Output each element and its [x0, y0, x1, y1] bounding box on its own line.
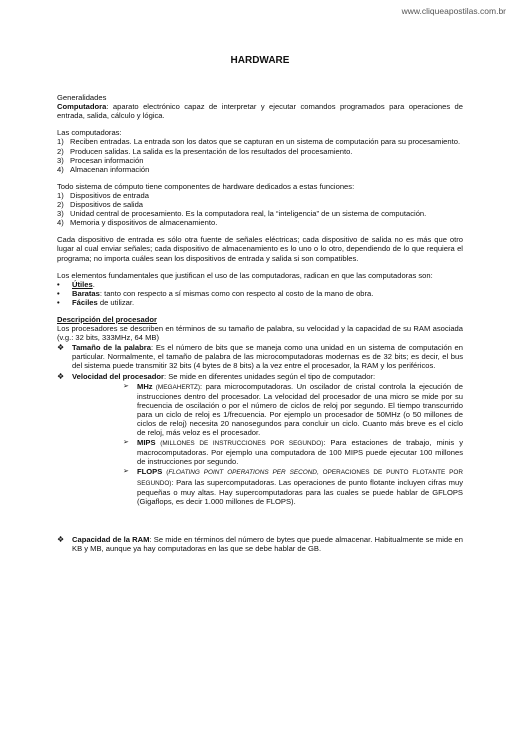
document-page — [57, 52, 463, 553]
arrow-bullet-icon: ➢ — [123, 382, 129, 390]
mips-item: ➢ MIPS (MILLONES DE INSTRUCCIONES POR SEGUNDO): Para estaciones de trabajo, minis y macrocomputadoras. Por ejemplo una computadora de 100 MIPS puede ejecutar 100 millones de instrucciones por segundo. — [123, 438, 463, 467]
list-item: • Útiles. — [57, 279, 95, 289]
page-title: HARDWARE — [230, 55, 290, 66]
list-item: 2) Producen salidas. La salida es la presentación de los resultados del procesamiento. — [57, 146, 353, 156]
list-item: 3) Procesan información — [57, 155, 144, 165]
mhz-item: ➢ MHz (MEGAHERTZ): para microcomputadoras. Un oscilador de cristal controla la ejecución de instrucciones dentro del procesador. La velocidad del procesador de una micro se mide por su frecuencia de oscilación o por el número de ciclos de reloj por segundo. El tiempo transcurrido para un ciclo de reloj es 1/frecuencia. Por ejemplo un procesador de 50MHz (o 50 millones de ciclos de reloj) necesita 20 nanosegundos para concluir un ciclo. Cuanto más breve es el ciclo de reloj, más veloz es el procesador. — [123, 381, 463, 438]
computadoras-intro: Las computadoras: — [57, 128, 122, 138]
computadora-definition — [57, 102, 463, 120]
arrow-bullet-icon: ➢ — [123, 439, 129, 447]
elementos-intro: Los elementos fundamentales que justifican el uso de las computadoras, radican en que las computadoras son: — [57, 270, 433, 280]
procesador-intro: Los procesadores se describen en términos de su tamaño de palabra, su velocidad y la capacidad de su RAM asociada (v.g.: 32 bits, 333MHz, 64 MB) — [57, 324, 463, 343]
diamond-bullet-icon: ❖ — [57, 534, 65, 544]
section-heading-generalidades: Generalidades — [57, 93, 107, 103]
capacidad-ram-item: ❖ Capacidad de la RAM: Se mide en términos del número de bytes que puede almacenar. Habitualmente se mide en KB y MB, aunque ya hay computadoras en las que se debe hablar de GB. — [57, 534, 463, 553]
list-item: 4) Almacenan información — [57, 164, 150, 174]
velocidad-procesador-item: ❖ Velocidad del procesador: Se mide en diferentes unidades según el tipo de computador: — [57, 371, 376, 381]
list-item: 2) Dispositivos de salida — [57, 200, 144, 210]
list-item: • Baratas: tanto con respecto a sí mismas como con respecto al costo de la mano de obra. — [57, 288, 374, 298]
diamond-bullet-icon: ❖ — [57, 343, 65, 353]
list-item: 1) Dispositivos de entrada — [57, 190, 149, 200]
tamano-palabra-item: ❖ Tamaño de la palabra: Es el número de bits que se maneja como una unidad en un sistema de computación en particular. Normalmente, el tamaño de palabra de las microcomputadoras modernas es de 32 bits; es decir, el bus del sistema puede transmitir 32 bits (4 bytes de 8 bits) a la vez entre el procesador, la RAM y los periféricos. — [57, 343, 463, 371]
sistema-list — [57, 191, 463, 227]
computadora-term: Computadora — [57, 102, 107, 112]
section-heading-procesador: Descripción del procesador — [57, 314, 158, 324]
list-item: 4) Memoria y dispositivos de almacenamiento. — [57, 218, 218, 228]
sistema-intro: Todo sistema de cómputo tiene componentes de hardware dedicados a estas funciones: — [57, 181, 355, 191]
list-item: 1) Reciben entradas. La entrada son los datos que se capturan en un sistema de computación para su procesamiento. — [57, 137, 461, 147]
computadora-text: : aparato electrónico capaz de interpretar y ejecutar comandos programados para operaciones de entrada, salida, cálculo y lógica. — [57, 102, 463, 121]
watermark-url: www.cliqueapostilas.com.br — [401, 6, 506, 16]
dispositivos-paragraph: Cada dispositivo de entrada es sólo otra fuente de señales eléctricas; cada dispositivo de salida no es más que otro lugar al cual enviar señales; cada dispositivo de almacenamiento es lo uno o lo otro, dependiendo de lo que requiera el programa; no importa cuáles sean los dispositivos de entrada y salida si son compatibles. — [57, 235, 463, 263]
diamond-bullet-icon: ❖ — [57, 371, 65, 381]
flops-item: ➢ FLOPS (FLOATING POINT OPERATIONS PER SECOND, OPERACIONES DE PUNTO FLOTANTE POR SEGUNDO): Para las supercomputadoras. Las operaciones de punto flotante incluyen cifras muy pequeñas o muy altas. Hay supercomputadoras para las cuales se puede hablar de GFLOPS (Gigaflops, es decir 1.000 millones de FLOPS). — [123, 467, 463, 506]
computadoras-list — [57, 137, 463, 173]
arrow-bullet-icon: ➢ — [123, 468, 129, 476]
elementos-list — [57, 280, 463, 307]
list-item: • Fáciles de utilizar. — [57, 297, 135, 307]
list-item: 3) Unidad central de procesamiento. Es la computadora real, la “inteligencia” de un sistema de computación. — [57, 209, 427, 219]
